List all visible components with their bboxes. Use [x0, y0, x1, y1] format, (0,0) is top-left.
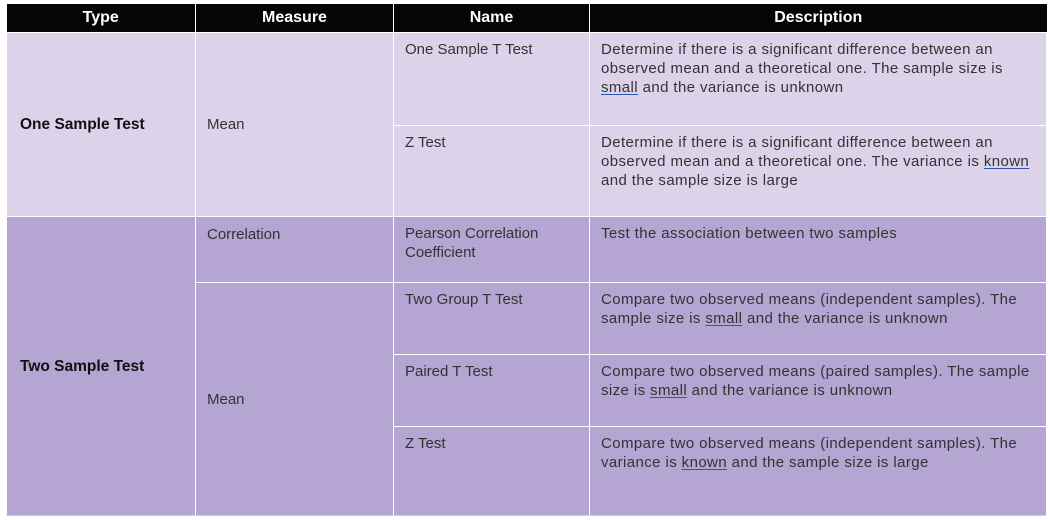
description-text: Compare two observed means (independent samples). The sample size is — [601, 291, 1018, 327]
table-row — [7, 33, 1047, 126]
header-description: Description — [590, 4, 1047, 33]
name-cell: Paired T Test — [394, 355, 590, 427]
name-cell: Z Test — [394, 427, 590, 517]
description-text: Compare two observed means (independent samples). The variance is — [601, 435, 1018, 471]
description-underlined-term: small — [705, 310, 743, 327]
description-cell — [590, 126, 1047, 217]
name-cell: Z Test — [394, 126, 590, 217]
measure-cell: Mean — [196, 33, 394, 217]
measure-cell: Correlation — [196, 217, 394, 283]
description-underlined-term: known — [983, 153, 1030, 170]
header-measure: Measure — [196, 4, 394, 33]
description-text-end: and the variance is unknown — [638, 79, 844, 96]
description-text: Compare two observed means (paired samples). The sample size is — [601, 363, 1030, 399]
description-underlined-term: small — [650, 382, 688, 399]
description-text: Test the association between two samples — [601, 225, 898, 242]
description-underlined-term: small — [601, 79, 639, 96]
description-text: Determine if there is a significant difference between an observed mean and a theoretical one. The sample size is — [601, 41, 1003, 77]
header-name: Name — [394, 4, 590, 33]
description-text-end: and the variance is unknown — [687, 382, 893, 399]
type-cell: One Sample Test — [7, 33, 196, 217]
table-row — [7, 217, 1047, 283]
description-text-end: and the sample size is large — [727, 454, 929, 471]
statistical-tests-table — [6, 4, 1047, 517]
name-cell: Pearson Correlation Coefficient — [394, 217, 590, 283]
statistical-tests-table-container — [6, 4, 1046, 516]
description-underlined-term: known — [681, 454, 728, 471]
name-cell: Two Group T Test — [394, 283, 590, 355]
description-cell — [590, 217, 1047, 283]
header-type: Type — [7, 4, 196, 33]
description-cell — [590, 283, 1047, 355]
description-cell — [590, 355, 1047, 427]
measure-cell: Mean — [196, 283, 394, 517]
table-bottom-border — [6, 515, 1046, 516]
description-text-end: and the sample size is large — [601, 172, 799, 189]
description-cell — [590, 427, 1047, 517]
header-row — [7, 4, 1047, 33]
name-cell: One Sample T Test — [394, 33, 590, 126]
type-cell: Two Sample Test — [7, 217, 196, 517]
description-text: Determine if there is a significant difference between an observed mean and a theoretical one. The variance is — [601, 134, 993, 170]
description-text-end: and the variance is unknown — [742, 310, 948, 327]
description-cell — [590, 33, 1047, 126]
